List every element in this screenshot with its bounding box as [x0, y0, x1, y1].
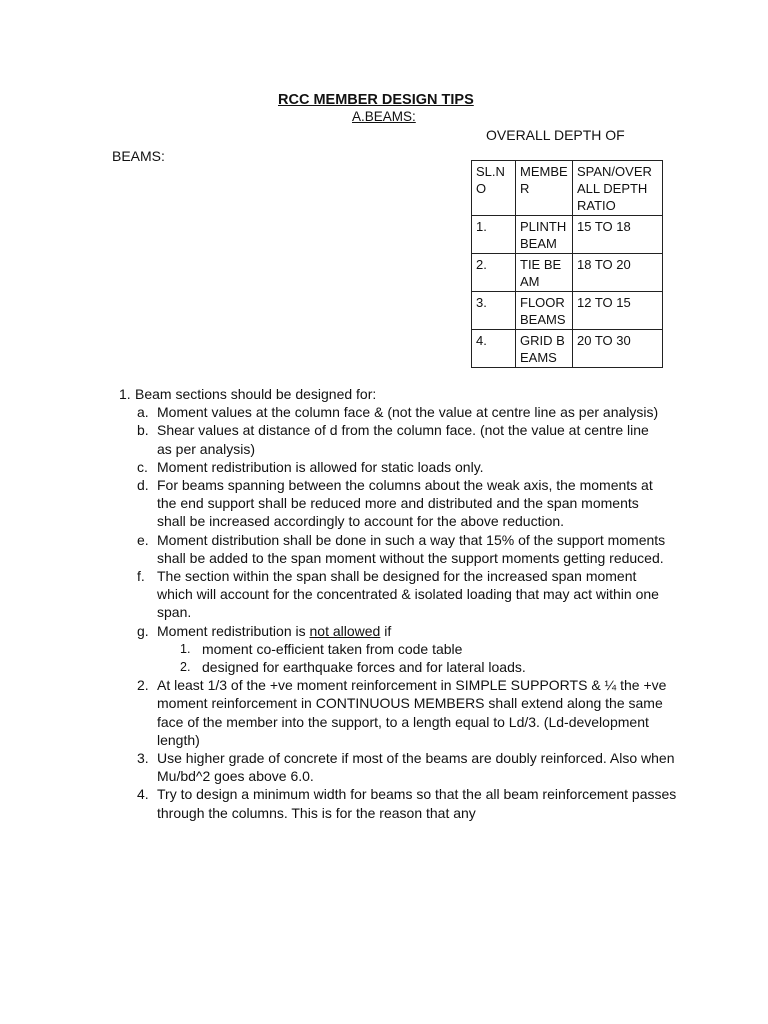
- table-cell: 20 TO 30: [573, 330, 663, 368]
- section-heading: A.BEAMS:: [352, 109, 416, 124]
- list-marker: d.: [137, 477, 149, 494]
- table-row: [472, 292, 663, 330]
- sub-list-item: [0, 421, 768, 457]
- beams-label: BEAMS:: [112, 148, 165, 164]
- sub-list-item: [0, 531, 768, 567]
- list-item-text: The section within the span shall be designed for the increased span moment which will account for the concentrated & isolated loading that may act within one span.: [157, 568, 659, 621]
- header-cell-slno: SL.NO: [472, 161, 516, 216]
- list-item-text: For beams spanning between the columns about the weak axis, the moments at the end support shall be reduced more and distributed and the span moments shall be increased accordingly to account for the above reduction.: [157, 477, 653, 530]
- list-item: [0, 385, 768, 403]
- table-cell: 1.: [472, 216, 516, 254]
- list-marker: b.: [137, 422, 149, 439]
- depth-ratio-table: [471, 160, 663, 368]
- list-marker: e.: [137, 531, 149, 548]
- underlined-emphasis: not allowed: [309, 622, 381, 639]
- table-cell: 2.: [472, 254, 516, 292]
- sub-list-item: [0, 476, 768, 531]
- list-marker: a.: [137, 404, 149, 421]
- list-marker: 2.: [180, 660, 191, 675]
- list-marker: c.: [137, 458, 148, 475]
- header-cell-ratio: SPAN/OVERALL DEPTH RATIO: [573, 161, 663, 216]
- text-fragment: if: [380, 622, 392, 639]
- table-cell: TIE BEAM: [516, 254, 573, 292]
- list-item: [0, 676, 768, 749]
- sub-sub-list-item: [0, 640, 768, 658]
- list-marker: 1.: [180, 641, 191, 656]
- header-cell-member: MEMBER: [516, 161, 573, 216]
- list-item: [0, 749, 768, 785]
- list-item-text: Use higher grade of concrete if most of the beams are doubly reinforced. Also when Mu/bd^2 goes above 6.0.: [157, 750, 675, 785]
- overall-depth-label: OVERALL DEPTH OF: [486, 127, 625, 143]
- list-marker: 1.: [119, 386, 131, 402]
- list-item-text: Try to design a minimum width for beams so that the all beam reinforcement passes through the columns. This is for the reason that any: [157, 786, 677, 821]
- table-header-row: [472, 161, 663, 216]
- sub-list-item: [0, 567, 768, 622]
- table-row: [472, 216, 663, 254]
- document-title: RCC MEMBER DESIGN TIPS: [278, 92, 474, 108]
- list-marker: g.: [137, 622, 149, 639]
- list-item-text: Moment redistribution is allowed for static loads only.: [157, 458, 484, 475]
- table-row: [472, 330, 663, 368]
- list-item-text: At least 1/3 of the +ve moment reinforcement in SIMPLE SUPPORTS & ¼ the +ve moment reinforcement in CONTINUOUS MEMBERS shall extend along the same face of the member into the support, to a length equal to Ld/3. (Ld-development length): [157, 677, 667, 748]
- list-item: [0, 785, 768, 821]
- list-marker: 2.: [137, 677, 149, 694]
- table-cell: 18 TO 20: [573, 254, 663, 292]
- table-cell: 4.: [472, 330, 516, 368]
- table-cell: PLINTH BEAM: [516, 216, 573, 254]
- list-item-text: Shear values at distance of d from the column face. (not the value at centre line as per analysis): [157, 422, 649, 457]
- list-item-text: designed for earthquake forces and for lateral loads.: [202, 659, 526, 676]
- list-item-text: moment co-efficient taken from code table: [202, 640, 463, 657]
- list-item-text: Moment distribution shall be done in such a way that 15% of the support moments shall be added to the span moment without the support moments getting reduced.: [157, 531, 666, 566]
- list-marker: 3.: [137, 750, 149, 767]
- sub-sub-list-item: [0, 658, 768, 676]
- list-marker: 4.: [137, 786, 149, 803]
- sub-list-item: [0, 622, 768, 640]
- table-cell: 3.: [472, 292, 516, 330]
- table-cell: 12 TO 15: [573, 292, 663, 330]
- text-fragment: Moment redistribution is: [157, 622, 310, 639]
- list-item-text: Moment values at the column face & (not the value at centre line as per analysis): [157, 404, 659, 421]
- design-tips-list: [0, 385, 768, 822]
- sub-list-item: [0, 403, 768, 421]
- table-cell: GRID BEAMS: [516, 330, 573, 368]
- sub-list-item: [0, 458, 768, 476]
- table-cell: 15 TO 18: [573, 216, 663, 254]
- table-row: [472, 254, 663, 292]
- table-cell: FLOOR BEAMS: [516, 292, 573, 330]
- list-item-text: [157, 622, 667, 640]
- list-item-text: Beam sections should be designed for:: [135, 386, 377, 402]
- list-marker: f.: [137, 568, 145, 585]
